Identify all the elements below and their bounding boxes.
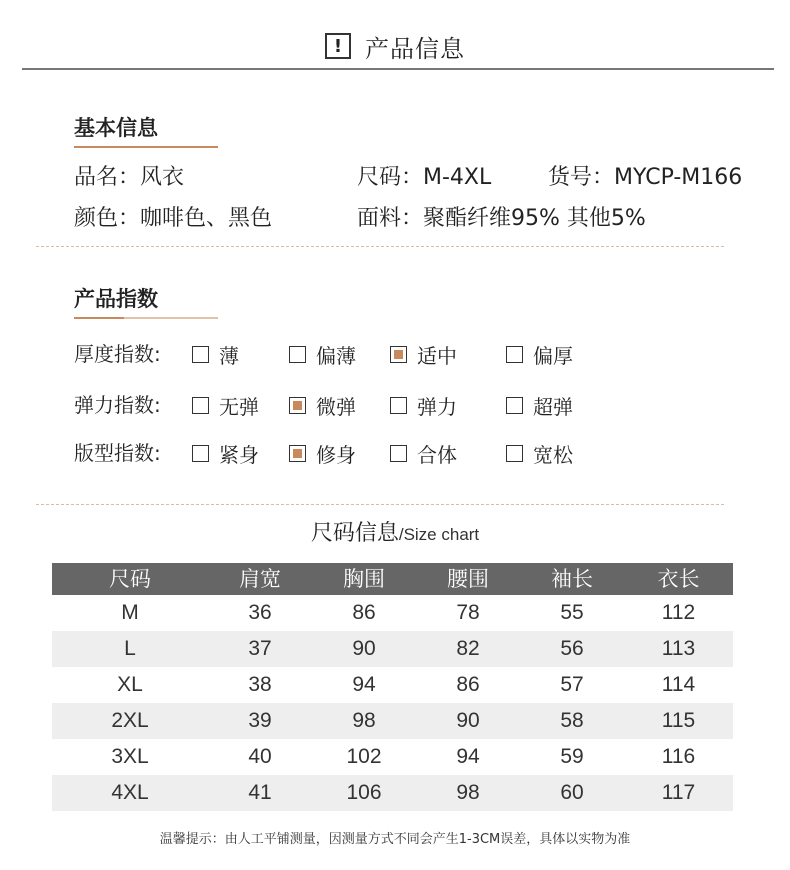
- checkbox-icon[interactable]: [289, 346, 306, 363]
- size-chart-title: [0, 516, 790, 547]
- table-row: [52, 667, 733, 703]
- checkbox-fill: [394, 350, 403, 359]
- index-option[interactable]: [289, 390, 356, 420]
- table-cell: 2XL: [111, 709, 149, 732]
- header-cell: 腰围: [447, 567, 489, 591]
- index-option[interactable]: [192, 438, 259, 468]
- table-cell: 56: [560, 637, 584, 660]
- table-cell: 86: [456, 673, 480, 696]
- index-option-label: 无弹: [219, 394, 259, 419]
- table-cell: 90: [352, 637, 376, 660]
- table-cell: 86: [352, 601, 376, 624]
- header-cell: 衣长: [657, 567, 700, 591]
- index-option[interactable]: [192, 390, 259, 420]
- table-cell: 98: [456, 781, 480, 804]
- table-cell: 106: [346, 781, 382, 804]
- index-row: [74, 390, 714, 420]
- header-cell: 尺码: [109, 567, 151, 591]
- index-row: [74, 438, 714, 468]
- checkbox-fill: [293, 449, 302, 458]
- index-row-label: 弹力指数:: [74, 393, 161, 417]
- table-cell: 113: [661, 637, 696, 660]
- measurement-note: 温馨提示：由人工平铺测量，因测量方式不同会产生1-3CM误差，具体以实物为准: [159, 832, 631, 847]
- index-row-label: 厚度指数:: [74, 342, 161, 366]
- table-cell: 4XL: [111, 781, 149, 804]
- size-chart-title-zh: 尺码信息: [310, 521, 399, 546]
- table-cell: L: [124, 637, 136, 660]
- table-cell: 57: [560, 673, 584, 696]
- table-row: [52, 775, 733, 811]
- index-option[interactable]: [506, 390, 573, 420]
- table-cell: 59: [560, 745, 584, 768]
- section-divider: [36, 504, 724, 505]
- checkbox-icon[interactable]: [192, 346, 209, 363]
- table-cell: 37: [248, 637, 272, 660]
- table-cell: 94: [352, 673, 376, 696]
- table-cell: 58: [560, 709, 584, 732]
- checkbox-icon[interactable]: [506, 397, 523, 414]
- index-option[interactable]: [506, 339, 573, 369]
- index-option[interactable]: [390, 339, 457, 369]
- index-option-label: 微弹: [316, 394, 356, 419]
- index-option[interactable]: [192, 339, 239, 369]
- header-divider: [22, 68, 774, 70]
- table-cell: 3XL: [111, 745, 149, 768]
- checked-checkbox-icon[interactable]: [289, 397, 306, 414]
- index-option[interactable]: [506, 438, 573, 468]
- table-cell: 114: [661, 673, 696, 696]
- header-cell: 胸围: [343, 567, 385, 591]
- page-title: 产品信息: [365, 34, 465, 63]
- basic-info-title: 基本信息: [74, 116, 158, 140]
- table-row: [52, 739, 733, 775]
- checkbox-icon[interactable]: [192, 445, 209, 462]
- table-cell: 60: [560, 781, 584, 804]
- table-cell: 115: [661, 709, 696, 732]
- table-cell: 55: [560, 601, 584, 624]
- size-chart-title-en: /Size chart: [398, 525, 480, 544]
- table-cell: 94: [456, 745, 480, 768]
- index-option-label: 偏薄: [316, 343, 356, 368]
- checkbox-icon[interactable]: [390, 445, 407, 462]
- product-sku: 货号：MYCP-M166: [548, 165, 743, 190]
- table-row: [52, 703, 733, 739]
- page-header: [0, 26, 790, 66]
- index-option-label: 偏厚: [533, 343, 573, 368]
- checkbox-icon[interactable]: [192, 397, 209, 414]
- table-cell: 39: [248, 709, 272, 732]
- index-option[interactable]: [289, 438, 356, 468]
- size-table-header: [52, 563, 733, 595]
- checkbox-icon[interactable]: [506, 346, 523, 363]
- index-option-label: 适中: [417, 343, 457, 368]
- index-option[interactable]: [390, 390, 457, 420]
- checkbox-fill: [293, 401, 302, 410]
- product-size: 尺码：M-4XL: [357, 165, 492, 190]
- index-option-label: 弹力: [417, 394, 457, 419]
- index-option-label: 修身: [316, 442, 356, 467]
- index-option-label: 薄: [219, 343, 239, 368]
- basic-info-underline: [74, 146, 218, 148]
- table-cell: 40: [248, 745, 272, 768]
- table-cell: 112: [661, 601, 696, 624]
- index-row: [74, 339, 714, 369]
- table-cell: 41: [248, 781, 272, 804]
- product-fabric: 面料：聚酯纤维95% 其他5%: [357, 206, 646, 231]
- header-cell: 肩宽: [239, 567, 281, 591]
- table-row: [52, 595, 733, 631]
- checkbox-icon[interactable]: [390, 397, 407, 414]
- table-cell: 90: [456, 709, 480, 732]
- product-name: 品名：风衣: [74, 165, 185, 190]
- warning-icon: !: [325, 33, 351, 59]
- size-table: [52, 563, 733, 811]
- table-cell: 38: [248, 673, 272, 696]
- checked-checkbox-icon[interactable]: [390, 346, 407, 363]
- checked-checkbox-icon[interactable]: [289, 445, 306, 462]
- table-cell: 82: [456, 637, 480, 660]
- index-option[interactable]: [390, 438, 457, 468]
- section-divider: [36, 246, 724, 247]
- checkbox-icon[interactable]: [506, 445, 523, 462]
- header-cell: 袖长: [551, 567, 593, 591]
- table-cell: 116: [661, 745, 696, 768]
- product-index-title: 产品指数: [74, 287, 158, 311]
- table-cell: M: [121, 601, 139, 624]
- table-cell: 78: [456, 601, 480, 624]
- table-cell: XL: [117, 673, 143, 696]
- index-option[interactable]: [289, 339, 356, 369]
- index-option-label: 合体: [417, 442, 457, 467]
- index-option-label: 宽松: [533, 442, 573, 467]
- product-color: 颜色：咖啡色、黑色: [74, 206, 273, 231]
- table-row: [52, 631, 733, 667]
- table-cell: 36: [248, 601, 272, 624]
- table-cell: 102: [346, 745, 382, 768]
- index-option-label: 超弹: [533, 394, 573, 419]
- table-cell: 117: [661, 781, 696, 804]
- table-cell: 98: [352, 709, 376, 732]
- index-option-label: 紧身: [219, 442, 259, 467]
- product-index-underline: [74, 317, 218, 319]
- index-row-label: 版型指数:: [74, 441, 161, 465]
